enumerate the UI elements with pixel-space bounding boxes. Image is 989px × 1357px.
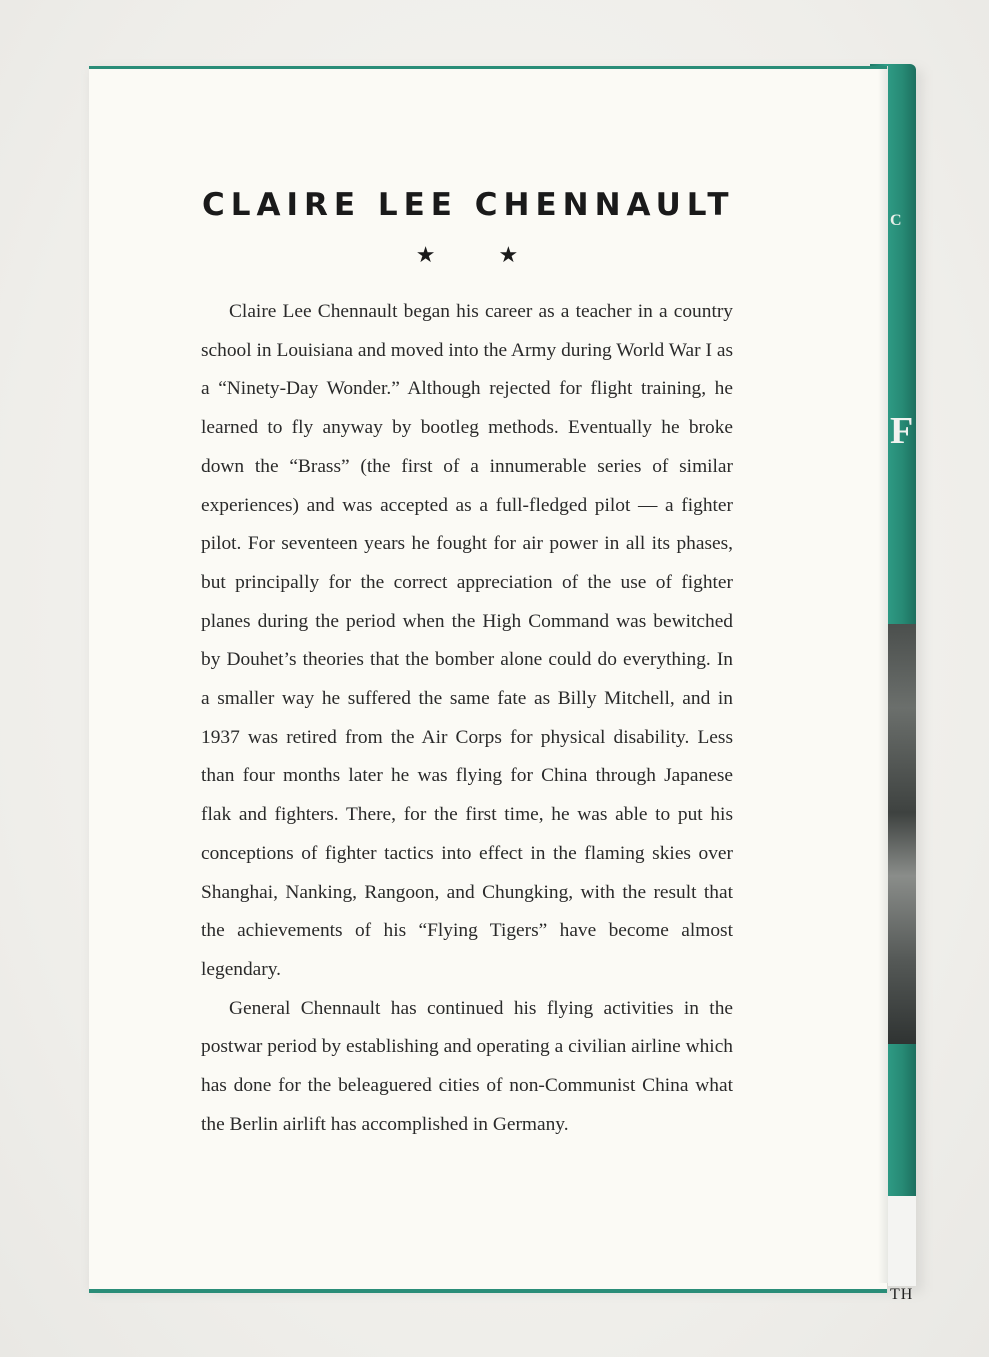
spine-top-text: C [890,212,902,229]
star-ornament: ★ ★ [415,243,547,268]
author-biography [201,293,733,1144]
spine-bottom-band [884,1196,916,1286]
spine-photo-strip [884,624,916,1044]
spine-publisher-text: TH [890,1286,914,1303]
biography-paragraph-1: Claire Lee Chennault began his career as a teacher in a country school in Louisiana and moved into the Army during World War I as a “Ninety-Day Wonder.” Although rejected for flight training, he learned to fly anyway by bootleg methods. Eventually he broke down the “Brass” (the first of a innumerable series of similar experiences) and was accepted as a full-fledged pilot — a fighter pilot. For seventeen years he fought for air power in all its phases, but principally for the correct appreciation of the use of fighter planes during the period when the High Command was bewitched by Douhet’s theories that the bomber alone could do everything. In a smaller way he suffered the same fate as Billy Mitchell, and in 1937 was retired from the Air Corps for physical disability. Less than four months later he was flying for China through Japanese flak and fighters. There, for the first time, he was able to put his conceptions of fighter tactics into effect in the flaming skies over Shanghai, Nanking, Rangoon, and Chungking, with the result that the achievements of his “Flying Tigers” have become almost legendary. [201,301,733,980]
biography-paragraph-2: General Chennault has continued his flying activities in the postwar period by establishing and operating a civilian airline which has done for the beleaguered cities of non-Communist China what the Berlin airlift has accomplished in Germany. [201,997,733,1135]
spine-title-fragment: F [890,410,914,452]
author-heading: CLAIRE LEE CHENNAULT [202,187,735,223]
cover-edge [878,69,888,1283]
back-cover [89,66,887,1293]
